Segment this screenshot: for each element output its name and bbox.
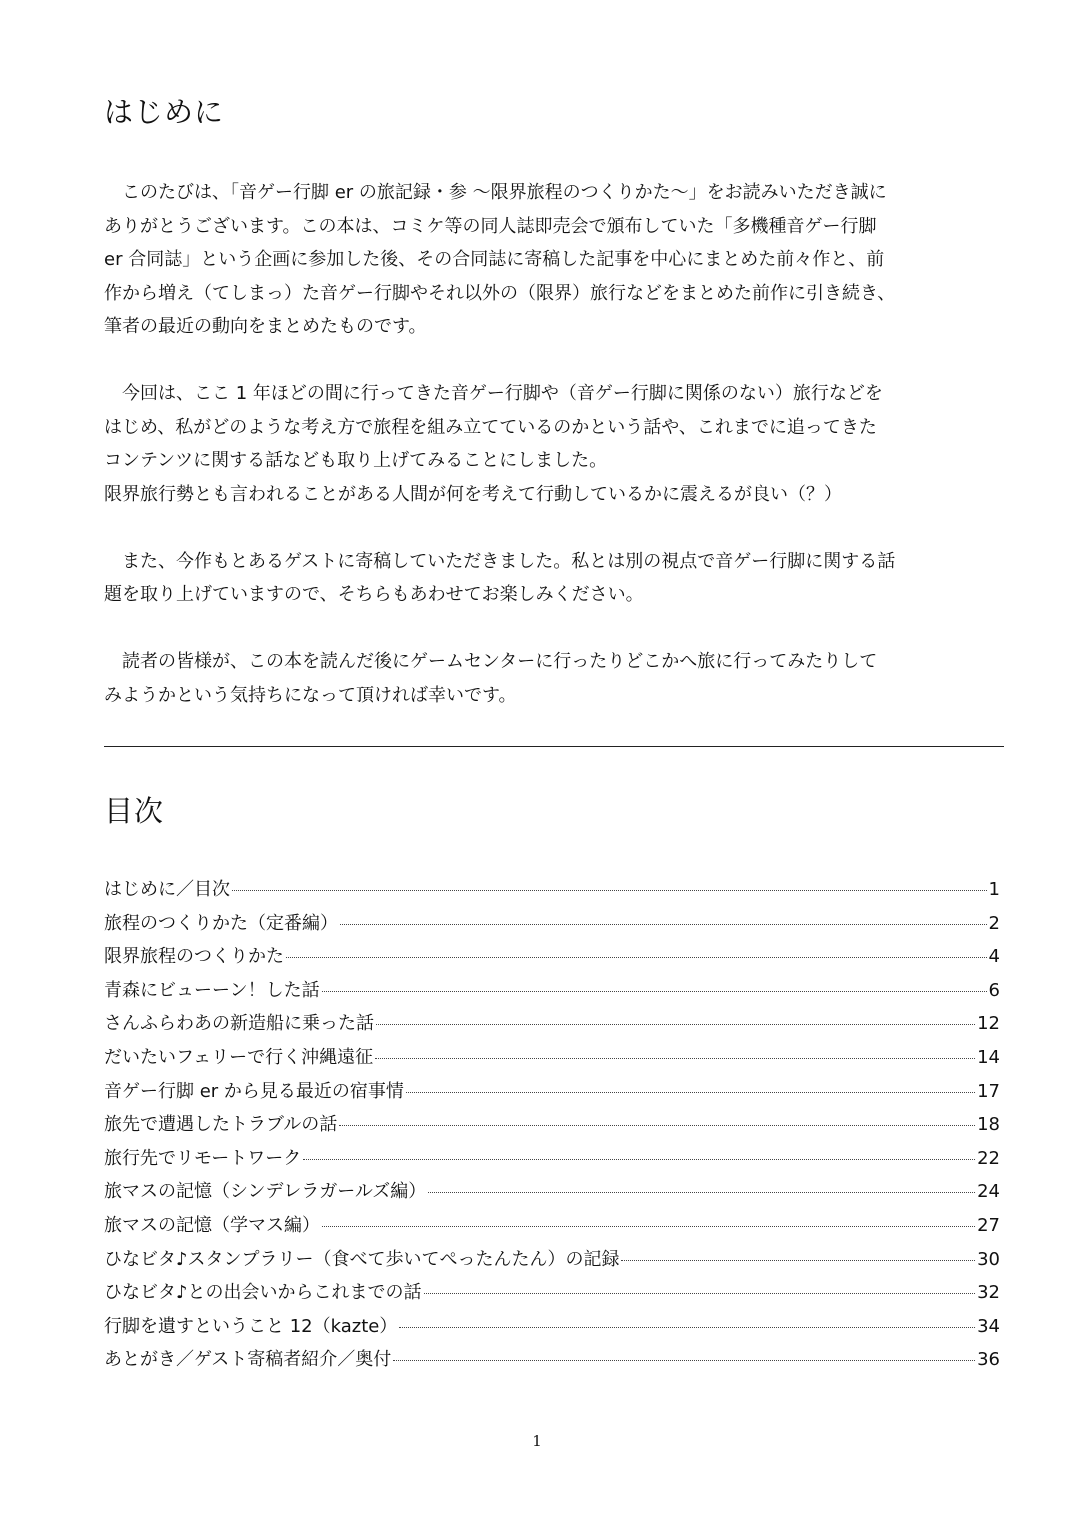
text-line: ありがとうございます。この本は、コミケ等の同人誌即売会で頒布していた「多機種音ゲー行脚: [104, 215, 877, 237]
toc-entry-page: 24: [977, 1181, 1000, 1203]
toc-dot-leader: [232, 890, 987, 891]
toc-dot-leader: [322, 991, 987, 992]
toc-entry-title: あとがき／ゲスト寄稿者紹介／奥付: [104, 1349, 392, 1371]
toc-entry-title: 旅程のつくりかた（定番編）: [104, 912, 338, 934]
toc-entry-page: 14: [977, 1046, 1000, 1068]
toc-entry-title: ひなビタ♪との出会いからこれまでの話: [104, 1282, 422, 1304]
toc-entry-title: 限界旅程のつくりかた: [104, 946, 284, 968]
intro-paragraph-1: [104, 176, 1004, 344]
toc-entry-page: 27: [977, 1214, 1000, 1236]
table-of-contents: [104, 875, 1000, 1379]
toc-dot-leader: [424, 1293, 976, 1294]
toc-dot-leader: [406, 1092, 975, 1093]
toc-entry-page: 36: [977, 1349, 1000, 1371]
text-line: 作から増え（てしまっ）た音ゲー行脚やそれ以外の（限界）旅行などをまとめた前作に引き続き、: [104, 282, 896, 304]
toc-entry: [104, 909, 1000, 943]
toc-dot-leader: [393, 1360, 975, 1361]
toc-entry-title: だいたいフェリーで行く沖縄遠征: [104, 1046, 374, 1068]
toc-dot-leader: [399, 1327, 975, 1328]
toc-entry: [104, 1312, 1000, 1346]
toc-entry-title: 旅マスの記憶（シンデレラガールズ編）: [104, 1181, 427, 1203]
intro-paragraph-4: [104, 645, 1004, 712]
page-number: 1: [532, 1432, 542, 1450]
toc-entry-page: 18: [977, 1114, 1000, 1136]
text-line: このたびは、「音ゲー行脚 er の旅記録・参 ～限界旅程のつくりかた～」をお読みいただき誠に: [104, 182, 887, 203]
toc-entry: [104, 1077, 1000, 1111]
toc-entry-page: 12: [977, 1013, 1000, 1035]
text-line: 読者の皆様が、この本を読んだ後にゲームセンターに行ったりどこかへ旅に行ってみたりして: [104, 651, 878, 672]
toc-dot-leader: [322, 1226, 975, 1227]
toc-entry: [104, 1245, 1000, 1279]
toc-entry-title: はじめに／目次: [104, 879, 230, 900]
section-divider: [104, 746, 1004, 747]
toc-entry: [104, 976, 1000, 1010]
toc-dot-leader: [428, 1192, 975, 1193]
toc-entry-page: 34: [977, 1315, 1000, 1337]
toc-entry: [104, 1211, 1000, 1245]
toc-entry-page: 1: [988, 879, 1000, 900]
text-line: er 合同誌」という企画に参加した後、その合同誌に寄稿した記事を中心にまとめた前々作と、前: [104, 249, 885, 270]
toc-dot-leader: [376, 1024, 975, 1025]
toc-entry-page: 32: [977, 1282, 1000, 1304]
text-line: また、今作もとあるゲストに寄稿していただきました。私とは別の視点で音ゲー行脚に関する話: [104, 550, 896, 572]
toc-entry-title: さんふらわあの新造船に乗った話: [104, 1013, 374, 1035]
intro-paragraph-2: [104, 377, 1004, 511]
toc-dot-leader: [339, 1125, 975, 1126]
toc-entry: [104, 1278, 1000, 1312]
toc-entry: [104, 1043, 1000, 1077]
text-line: 限界旅行勢とも言われることがある人間が何を考えて行動しているかに震えるが良い（？）: [104, 483, 842, 505]
intro-body: [104, 176, 1004, 746]
toc-dot-leader: [286, 957, 987, 958]
text-line: 今回は、ここ 1 年ほどの間に行ってきた音ゲー行脚や（音ゲー行脚に関係のない）旅行などを: [104, 383, 883, 404]
toc-entry-page: 4: [988, 946, 1000, 968]
toc-entry: [104, 1345, 1000, 1379]
text-line: コンテンツに関する話なども取り上げてみることにしました。: [104, 450, 608, 471]
toc-dot-leader: [303, 1159, 975, 1160]
toc-entry: [104, 942, 1000, 976]
text-line: 筆者の最近の動向をまとめたものです。: [104, 316, 427, 337]
toc-entry-page: 2: [988, 912, 1000, 934]
toc-entry-title: 旅行先でリモートワーク: [104, 1147, 302, 1169]
toc-dot-leader: [340, 924, 987, 925]
toc-entry-title: 旅先で遭遇したトラブルの話: [104, 1114, 338, 1136]
toc-entry-page: 17: [977, 1080, 1000, 1102]
toc-heading: 目次: [104, 794, 165, 828]
toc-entry-title: 音ゲー行脚 er から見る最近の宿事情: [104, 1080, 404, 1102]
text-line: 題を取り上げていますので、そちらもあわせてお楽しみください。: [104, 584, 644, 605]
text-line: みようかという気持ちになって頂ければ幸いです。: [104, 684, 517, 706]
toc-entry-page: 6: [988, 979, 1000, 1001]
toc-entry-page: 30: [977, 1248, 1000, 1270]
toc-dot-leader: [621, 1260, 975, 1261]
toc-entry: [104, 1144, 1000, 1178]
toc-entry-title: ひなビタ♪スタンプラリー（食べて歩いてぺったんたん）の記録: [104, 1248, 620, 1270]
toc-entry: [104, 1110, 1000, 1144]
toc-entry-title: 旅マスの記憶（学マス編）: [104, 1214, 320, 1236]
toc-entry: [104, 1009, 1000, 1043]
toc-entry-title: 行脚を遺すということ 12（kazte）: [104, 1315, 398, 1337]
toc-entry-title: 青森にビューーン！した話: [104, 979, 320, 1001]
intro-paragraph-3: [104, 545, 1004, 612]
text-line: はじめ、私がどのような考え方で旅程を組み立てているのかという話や、これまでに追ってきた: [104, 416, 877, 438]
toc-entry: [104, 875, 1000, 909]
intro-heading: はじめに: [104, 95, 225, 129]
toc-entry-page: 22: [977, 1147, 1000, 1169]
toc-dot-leader: [375, 1058, 975, 1059]
toc-entry: [104, 1177, 1000, 1211]
